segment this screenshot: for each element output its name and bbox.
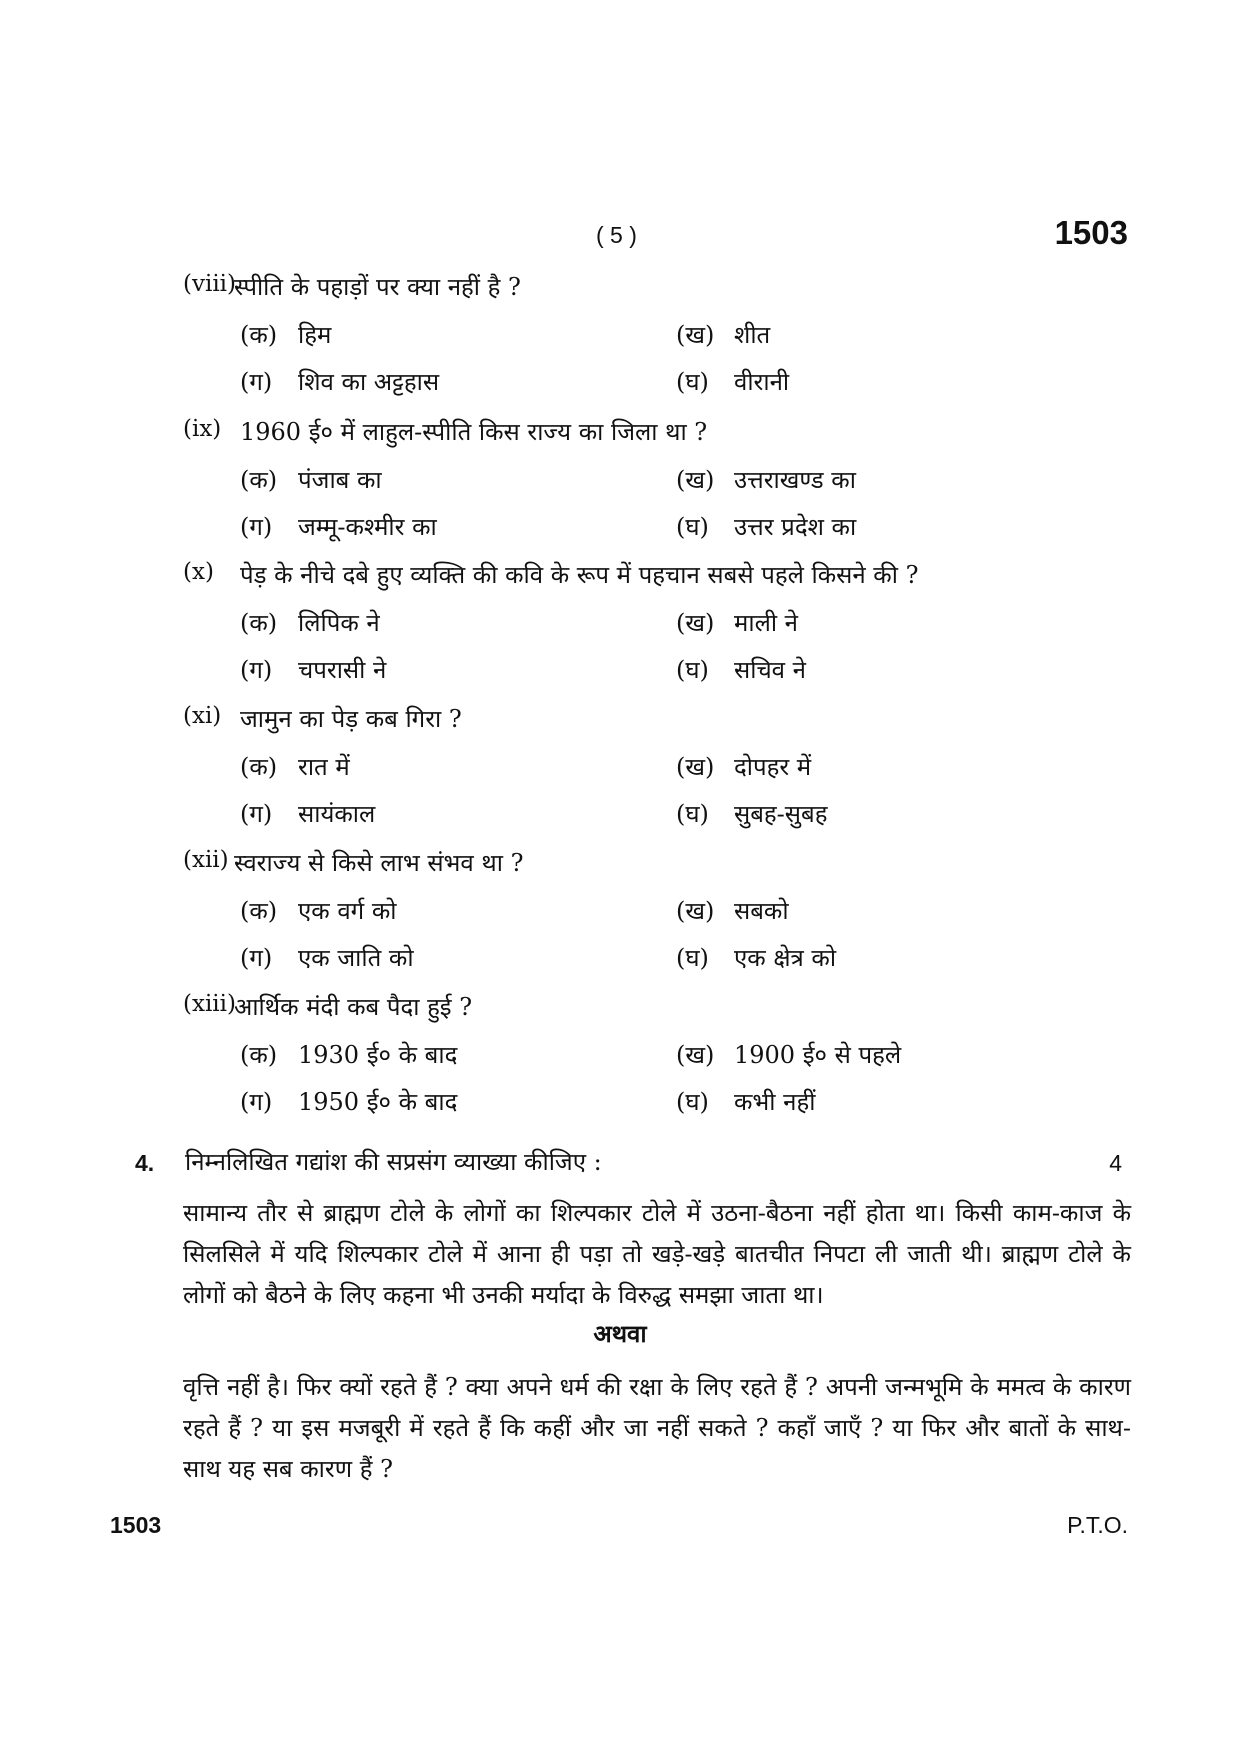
option-item [676,653,806,686]
option-item [676,1085,815,1118]
option-label: (ग) [240,656,273,684]
question-number: (ix) [183,416,222,442]
option-label: (घ) [676,513,709,541]
question-text: 1960 ई० में लाहुल-स्पीति किस राज्य का जिला था ? [240,418,708,446]
option-item [240,750,350,783]
question-number: (xii) [183,847,229,873]
option-text: माली ने [734,609,799,637]
option-label: (ख) [676,897,715,925]
option-item [240,653,386,686]
option-label: (क) [240,609,278,637]
option-item [676,510,856,543]
option-text: एक जाति को [298,944,414,972]
option-label: (क) [240,321,278,349]
option-label: (ग) [240,368,273,396]
option-label: (ख) [676,1041,715,1069]
option-label: (घ) [676,800,709,828]
page-number: ( 5 ) [596,222,637,248]
option-label: (ख) [676,466,715,494]
option-label: (क) [240,1041,278,1069]
option-item [676,941,836,974]
option-label: (ख) [676,753,715,781]
option-text: शीत [734,321,771,349]
question-number: (viii) [183,271,237,297]
option-item [240,1038,457,1071]
option-label: (ग) [240,944,273,972]
option-item [240,510,437,543]
paper-code-footer: 1503 [110,1512,162,1538]
option-item [240,318,331,351]
question-4-marks: 4 [1109,1150,1122,1176]
question-number: (x) [183,559,214,585]
option-text: लिपिक ने [298,609,380,637]
paper-code-header: 1503 [1054,214,1128,251]
option-text: दोपहर में [734,753,812,781]
option-item [240,463,382,496]
option-item [240,797,375,830]
option-item [676,1038,901,1071]
option-item [676,606,798,639]
pto-label: P.T.O. [1067,1512,1128,1538]
option-item [676,365,789,398]
option-text: चपरासी ने [298,656,387,684]
option-text: शिव का अट्टहास [298,368,440,396]
question-4-instruction: निम्नलिखित गद्यांश की सप्रसंग व्याख्या कीजिए : [185,1148,602,1176]
option-text: सायंकाल [298,800,376,828]
question-text: जामुन का पेड़ कब गिरा ? [240,705,462,733]
question-text: आर्थिक मंदी कब पैदा हुई ? [234,993,473,1021]
option-item [676,797,827,830]
option-text: पंजाब का [298,466,382,494]
passage-2: वृत्ति नहीं है। फिर क्यों रहते हैं ? क्या अपने धर्म की रक्षा के लिए रहते हैं ? अपनी जन्मभूमि के ममत्व के कारण रहते हैं ? या इस मजबूरी में रहते हैं कि कहीं और जा नहीं सकते ? कहाँ जाएँ ? या फिर और बातों के साथ-साथ यह सब कारण हैं ? [183,1373,1131,1483]
option-label: (ग) [240,800,273,828]
option-text: उत्तर प्रदेश का [734,513,857,541]
option-item [676,894,789,927]
option-text: हिम [298,321,332,349]
question-text: पेड़ के नीचे दबे हुए व्यक्ति की कवि के रूप में पहचान सबसे पहले किसने की ? [240,561,919,589]
option-label: (घ) [676,368,709,396]
option-text: 1900 ई० से पहले [734,1041,902,1069]
option-label: (क) [240,753,278,781]
question-number: (xi) [183,703,222,729]
option-text: वीरानी [734,368,790,396]
option-item [240,1085,457,1118]
option-item [676,750,811,783]
option-text: सबको [734,897,789,925]
option-text: 1930 ई० के बाद [298,1041,458,1069]
option-text: जम्मू-कश्मीर का [298,513,437,541]
option-label: (ख) [676,609,715,637]
option-text: उत्तराखण्ड का [734,466,856,494]
option-item [240,606,380,639]
option-label: (ख) [676,321,715,349]
question-4-number: 4. [135,1150,155,1176]
option-label: (घ) [676,944,709,972]
option-label: (क) [240,466,278,494]
option-item [240,894,396,927]
option-text: कभी नहीं [734,1088,816,1116]
option-label: (ग) [240,513,273,541]
option-text: रात में [298,753,350,781]
option-label: (घ) [676,1088,709,1116]
question-text: स्पीति के पहाड़ों पर क्या नहीं है ? [234,273,521,301]
option-item [240,941,414,974]
question-text: स्वराज्य से किसे लाभ संभव था ? [234,849,524,877]
option-label: (घ) [676,656,709,684]
option-text: 1950 ई० के बाद [298,1088,458,1116]
option-label: (ग) [240,1088,273,1116]
question-number: (xiii) [183,991,236,1017]
option-text: एक वर्ग को [298,897,397,925]
option-item [240,365,439,398]
option-text: सुबह-सुबह [734,800,828,828]
option-text: सचिव ने [734,656,806,684]
option-label: (क) [240,897,278,925]
option-item [676,463,856,496]
option-item [676,318,770,351]
option-text: एक क्षेत्र को [734,944,837,972]
passage-1: सामान्य तौर से ब्राह्मण टोले के लोगों का शिल्पकार टोले में उठना-बैठना नहीं होता था। किसी काम-काज के सिलसिले में यदि शिल्पकार टोले में आना ही पड़ा तो खड़े-खड़े बातचीत निपटा ली जाती थी। ब्राह्मण टोले के लोगों को बैठने के लिए कहना भी उनकी मर्यादा के विरुद्ध समझा जाता था। [183,1199,1131,1309]
or-label: अथवा [593,1319,647,1348]
